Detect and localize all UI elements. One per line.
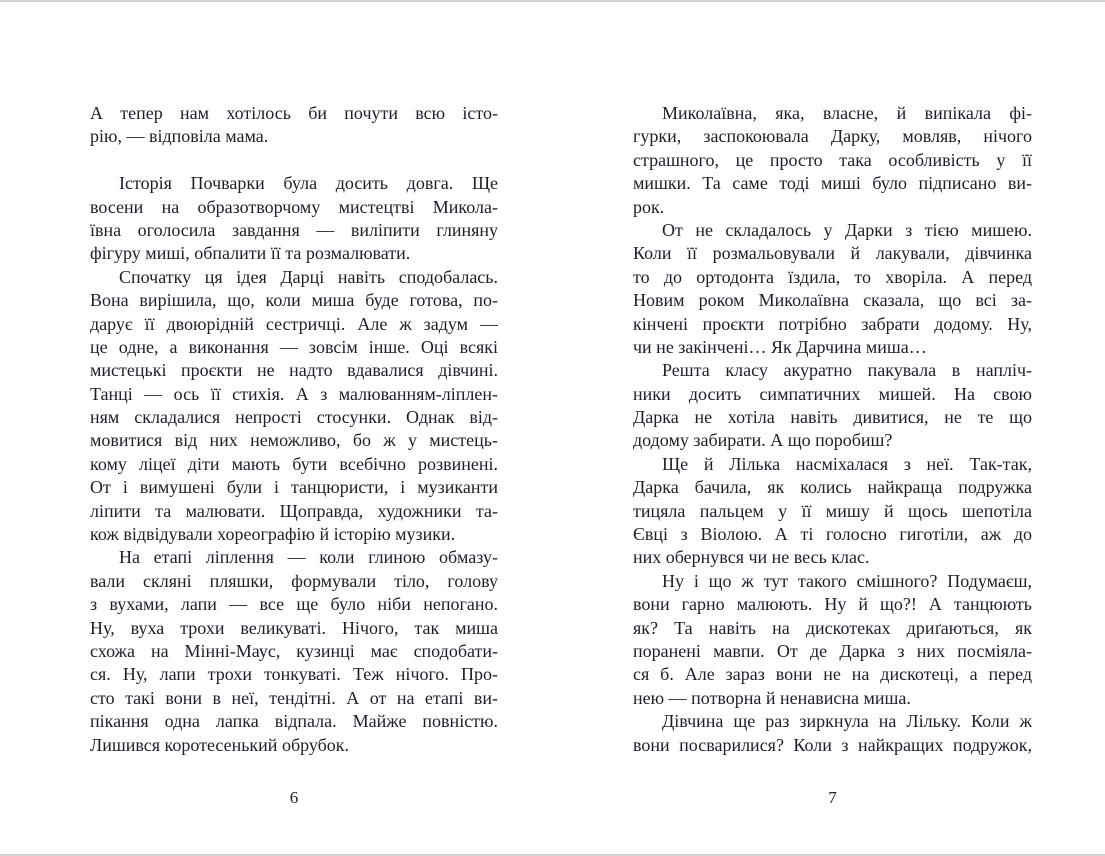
text-line: мовитися від них неможливо, бо ж у мистець- bbox=[90, 430, 498, 451]
text-line: вони гарно малюють. Ну й що?! А танцюють bbox=[633, 594, 1032, 615]
text-line: восени на образотворчому мистецтві Микола- bbox=[90, 196, 498, 217]
text-line: дарує її двоюрідній сестричці. Але ж задум — bbox=[90, 313, 498, 334]
paragraph bbox=[90, 102, 498, 149]
text-line: як? Та навіть на дискотеках дриґаються, як bbox=[633, 617, 1032, 638]
text-line: На етапі ліплення — коли глиною обмазу- bbox=[119, 547, 498, 568]
paragraph bbox=[90, 172, 498, 266]
text-line: тицяла пальцем у її мишу й щось шепотіла bbox=[633, 500, 1032, 521]
text-line: Дарка не хотіла навіть дивитися, не те що bbox=[633, 407, 1032, 428]
paragraph bbox=[90, 546, 498, 757]
right-page-number: 7 bbox=[828, 788, 837, 807]
text-line: пікання одна лапка відпала. Майже повністю. bbox=[90, 711, 498, 732]
text-line: А тепер нам хотілось би почути всю істо- bbox=[90, 103, 498, 123]
text-line: поранені мавпи. От де Дарка з них посміяла- bbox=[633, 640, 1032, 661]
text-line: схожа на Мінні-Маус, кузинці має сподобати- bbox=[90, 640, 498, 661]
text-line: нею — потворна й ненависна миша. bbox=[633, 687, 911, 708]
paragraph bbox=[633, 710, 1032, 757]
text-line: Танці — ось її стихія. А з малюванням-ліплен- bbox=[90, 383, 498, 404]
text-line: з вухами, лапи — все ще було ніби непогано. bbox=[90, 594, 498, 615]
text-line: Ну і що ж тут такого смішного? Подумаєш, bbox=[662, 570, 1032, 591]
text-line: страшного, це просто така особливість у її bbox=[633, 149, 1032, 170]
text-line: ліпити та малювати. Щоправда, художники та- bbox=[90, 500, 498, 521]
right-page bbox=[633, 102, 1032, 854]
paragraph bbox=[633, 359, 1032, 453]
text-line: Вона вирішила, що, коли миша буде готова, по- bbox=[90, 290, 498, 311]
text-line: ники досить симпатичних мишей. На свою bbox=[633, 383, 1032, 404]
text-line: додому забирати. А що поробиш? bbox=[633, 430, 893, 451]
text-line: це одне, а виконання — зовсім інше. Оці всякі bbox=[90, 336, 498, 357]
text-line: рію, — відповіла мама. bbox=[90, 126, 269, 147]
text-line: Спочатку ця ідея Дарці навіть сподобалась. bbox=[119, 266, 498, 287]
text-line: Ще й Лілька насміхалася з неї. Так-так, bbox=[662, 453, 1032, 474]
text-line: ївна оголосила завдання — виліпити глиняну bbox=[90, 219, 498, 240]
text-line: Ну, вуха трохи великуваті. Нічого, так миша bbox=[90, 617, 498, 638]
text-line: мишки. Та саме тоді миші було підписано ви- bbox=[633, 173, 1032, 194]
text-line: сто такі вони в неї, тендітні. А от на етапі ви- bbox=[90, 687, 498, 708]
section-break bbox=[90, 149, 498, 172]
text-line: то до ортодонта їздила, то хворіла. А перед bbox=[633, 266, 1032, 287]
left-page-text bbox=[90, 102, 498, 757]
text-line: кож відвідували хореографію й історію музики. bbox=[90, 524, 456, 545]
text-line: Решта класу акуратно пакувала в напліч- bbox=[662, 360, 1032, 381]
paragraph bbox=[633, 102, 1032, 219]
text-line: вони посварилися? Коли з найкращих подружок, bbox=[633, 734, 1032, 755]
text-line: Новим роком Миколаївна сказала, що всі за- bbox=[633, 290, 1032, 311]
text-line: фігуру миші, обпалити її та розмалювати. bbox=[90, 243, 411, 264]
text-line: ся. Ну, лапи трохи тонкуваті. Теж нічого. Про- bbox=[90, 664, 498, 685]
text-line: Лишився коротесенький обрубок. bbox=[90, 734, 350, 755]
left-page bbox=[90, 102, 498, 854]
text-line: Миколаївна, яка, власне, й випікала фі- bbox=[662, 103, 1032, 123]
paragraph bbox=[633, 453, 1032, 570]
text-line: кінчені проєкти потрібно забрати додому. Ну, bbox=[633, 313, 1032, 334]
left-page-number: 6 bbox=[289, 788, 299, 807]
text-line: кому ліцеї діти мають бути всебічно розвинені. bbox=[90, 453, 498, 474]
text-line: ся б. Але зараз вони не на дискотеці, а перед bbox=[633, 664, 1032, 685]
text-line: Дарка бачила, як колись найкраща подружка bbox=[633, 477, 1032, 498]
text-line: Євці з Віолою. А ті голосно гиготіли, аж до bbox=[633, 524, 1032, 545]
text-line: вали скляні пляшки, формували тіло, голову bbox=[90, 570, 498, 591]
text-line: Дівчина ще раз зиркнула на Лільку. Коли ж bbox=[662, 711, 1032, 732]
text-line: Коли її розмальовували й лакували, дівчинка bbox=[633, 243, 1032, 264]
text-line: ням складалися непрості стосунки. Однак від- bbox=[90, 407, 498, 428]
paragraph bbox=[633, 570, 1032, 710]
right-page-text bbox=[633, 102, 1032, 757]
text-line: Історія Почварки була досить довга. Ще bbox=[119, 173, 498, 194]
text-line: гурки, заспокоювала Дарку, мовляв, нічого bbox=[633, 126, 1032, 147]
text-line: мистецькі проєкти не надто вдавалися дівчині. bbox=[90, 360, 498, 381]
text-line: рок. bbox=[633, 196, 665, 217]
paragraph bbox=[633, 219, 1032, 359]
text-line: От і вимушені були і танцюристи, і музиканти bbox=[90, 477, 498, 498]
text-line: них обернувся чи не весь клас. bbox=[633, 547, 870, 568]
text-line: От не складалось у Дарки з тією мишею. bbox=[662, 219, 1032, 240]
paragraph bbox=[90, 266, 498, 547]
text-line: чи не закінчені… Як Дарчина миша… bbox=[633, 336, 927, 357]
